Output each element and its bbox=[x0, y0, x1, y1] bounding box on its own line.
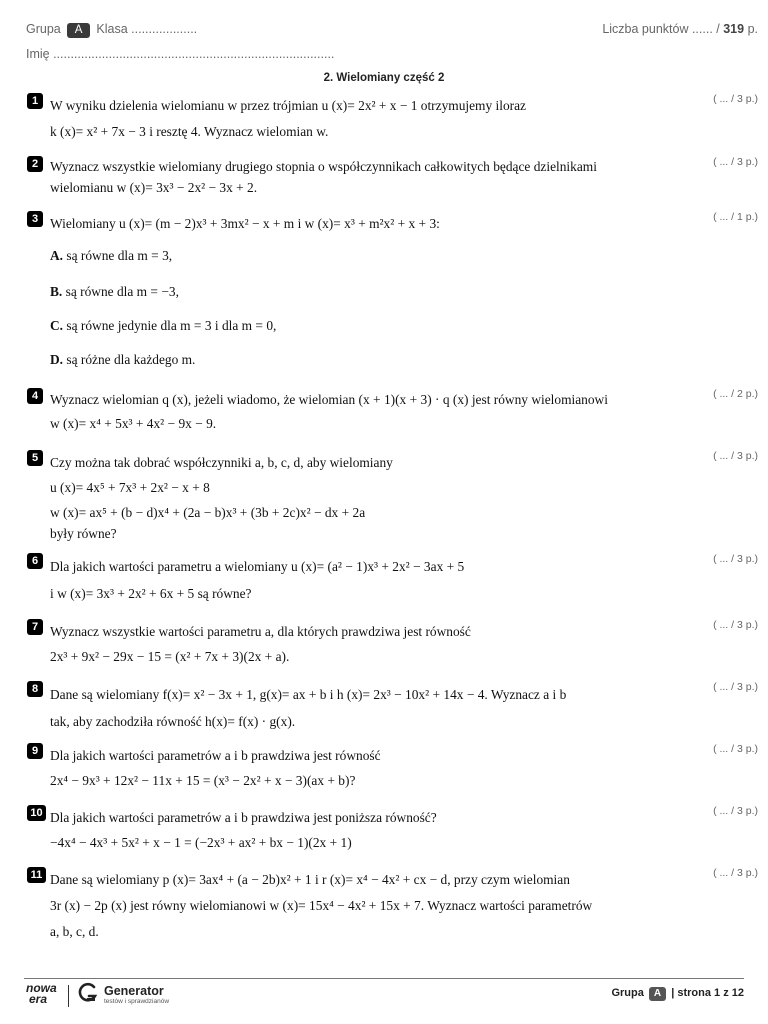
nowa-era-logo: nowa era bbox=[26, 981, 57, 1006]
name-line: Imię ................................................................................. bbox=[26, 47, 335, 61]
task-text-line: W wyniku dzielenia wielomianu w przez trójmian u (x)= 2x² + x − 1 otrzymujemy iloraz bbox=[50, 98, 526, 113]
generator-logo-text: Generator bbox=[104, 984, 164, 998]
task-2 bbox=[27, 156, 758, 198]
group-badge: A bbox=[67, 23, 91, 38]
logo-divider bbox=[68, 985, 69, 1007]
task-number: 8 bbox=[27, 681, 43, 697]
page-footer bbox=[24, 978, 744, 1019]
task-points: ( ... / 3 p.) bbox=[713, 619, 758, 631]
points-total bbox=[602, 22, 758, 36]
task-9 bbox=[27, 743, 758, 793]
answer-option-b: B. są równe dla m = −3, bbox=[50, 284, 179, 299]
answer-option-a: A. są równe dla m = 3, bbox=[50, 248, 173, 263]
task-text-line: i w (x)= 3x³ + 2x² + 6x + 5 są równe? bbox=[50, 586, 252, 601]
task-5 bbox=[27, 450, 758, 543]
task-10 bbox=[27, 805, 758, 855]
group-label: Grupa bbox=[26, 22, 61, 36]
class-label: Klasa ................... bbox=[96, 22, 198, 36]
task-number: 11 bbox=[27, 867, 46, 883]
task-8 bbox=[27, 681, 758, 735]
task-points: ( ... / 3 p.) bbox=[713, 681, 758, 693]
task-points: ( ... / 3 p.) bbox=[713, 450, 758, 462]
task-text-line: w (x)= ax⁵ + (b − d)x⁴ + (2a − b)x³ + (3b + 2c)x² − dx + 2a bbox=[50, 505, 366, 520]
page-title: 2. Wielomiany część 2 bbox=[323, 72, 445, 84]
task-text-line: Wyznacz wielomian q (x), jeżeli wiadomo, że wielomian (x + 1)(x + 3) · q (x) jest równy wielomianowi bbox=[50, 392, 608, 407]
task-points: ( ... / 1 p.) bbox=[713, 211, 758, 223]
task-number: 1 bbox=[27, 93, 43, 109]
task-11 bbox=[27, 867, 758, 945]
task-points: ( ... / 3 p.) bbox=[713, 867, 758, 879]
points-total-value: 319 bbox=[723, 22, 745, 36]
footer-group-badge: A bbox=[649, 987, 666, 1001]
task-7 bbox=[27, 619, 758, 669]
task-text-line: wielomianu w (x)= 3x³ − 2x² − 3x + 2. bbox=[50, 180, 258, 195]
points-unit: p. bbox=[747, 22, 758, 36]
task-points: ( ... / 3 p.) bbox=[713, 553, 758, 565]
task-1 bbox=[27, 93, 758, 145]
task-text-line: a, b, c, d. bbox=[50, 924, 99, 939]
task-number: 2 bbox=[27, 156, 43, 172]
task-text-line: były równe? bbox=[50, 526, 117, 541]
task-text-line: k (x)= x² + 7x − 3 i resztę 4. Wyznacz wielomian w. bbox=[50, 124, 329, 139]
task-number: 3 bbox=[27, 211, 43, 227]
task-text-line: 3r (x) − 2p (x) jest równy wielomianowi w (x)= 15x⁴ − 4x² + 15x + 7. Wyznacz wartości parametrów bbox=[50, 898, 593, 913]
task-text-line: Wyznacz wszystkie wartości parametru a, dla których prawdziwa jest równość bbox=[50, 624, 471, 639]
task-text-line: 2x⁴ − 9x³ + 12x² − 11x + 15 = (x³ − 2x² + x − 3)(ax + b)? bbox=[50, 773, 356, 788]
task-text-line: w (x)= x⁴ + 5x³ + 4x² − 9x − 9. bbox=[50, 416, 217, 431]
task-text-line: Dla jakich wartości parametrów a i b prawdziwa jest równość bbox=[50, 748, 381, 763]
answer-option-c: C. są równe jedynie dla m = 3 i dla m = 0, bbox=[50, 318, 277, 333]
task-number: 6 bbox=[27, 553, 43, 569]
task-number: 7 bbox=[27, 619, 43, 635]
task-text-line: Czy można tak dobrać współczynniki a, b, c, d, aby wielomiany bbox=[50, 455, 393, 470]
task-text-line: Dla jakich wartości parametru a wielomiany u (x)= (a² − 1)x³ + 2x² − 3ax + 5 bbox=[50, 559, 465, 574]
task-points: ( ... / 3 p.) bbox=[713, 93, 758, 105]
task-number: 5 bbox=[27, 450, 43, 466]
task-text-line: u (x)= 4x⁵ + 7x³ + 2x² − x + 8 bbox=[50, 480, 210, 495]
page-header bbox=[26, 22, 758, 62]
answer-option-d: D. są różne dla każdego m. bbox=[50, 352, 196, 367]
task-text-line: Dla jakich wartości parametrów a i b prawdziwa jest poniższa równość? bbox=[50, 810, 437, 825]
task-points: ( ... / 3 p.) bbox=[713, 805, 758, 817]
task-text-line: tak, aby zachodziła równość h(x)= f(x) · g(x). bbox=[50, 714, 296, 729]
generator-logo-subtitle: testów i sprawdzianów bbox=[104, 998, 170, 1005]
generator-logo-icon bbox=[78, 982, 98, 1004]
points-label: Liczba punktów ...... / bbox=[602, 22, 720, 36]
task-number: 9 bbox=[27, 743, 43, 759]
task-points: ( ... / 3 p.) bbox=[713, 743, 758, 755]
task-number: 10 bbox=[27, 805, 46, 821]
group-class-line bbox=[26, 22, 197, 38]
task-6 bbox=[27, 553, 758, 607]
task-text-line: Wyznacz wszystkie wielomiany drugiego stopnia o współczynnikach całkowitych będące dzielnikami bbox=[50, 159, 597, 174]
task-points: ( ... / 3 p.) bbox=[713, 156, 758, 168]
task-text-line: −4x⁴ − 4x³ + 5x² + x − 1 = (−2x³ + ax² + bx − 1)(2x + 1) bbox=[50, 835, 352, 850]
task-number: 4 bbox=[27, 388, 43, 404]
task-text-line: Dane są wielomiany p (x)= 3ax⁴ + (a − 2b)x² + 1 i r (x)= x⁴ − 4x² + cx − d, przy czym wielomian bbox=[50, 872, 570, 887]
task-text-line: 2x³ + 9x² − 29x − 15 = (x² + 7x + 3)(2x + a). bbox=[50, 649, 290, 664]
task-points: ( ... / 2 p.) bbox=[713, 388, 758, 400]
task-text-line: Dane są wielomiany f(x)= x² − 3x + 1, g(x)= ax + b i h (x)= 2x³ − 10x² + 14x − 4. Wyznacz a i b bbox=[50, 687, 567, 702]
page-indicator: Grupa A | strona 1 z 12 bbox=[611, 987, 744, 999]
task-3 bbox=[27, 211, 758, 373]
task-4 bbox=[27, 388, 758, 436]
task-text-line: Wielomiany u (x)= (m − 2)x³ + 3mx² − x + m i w (x)= x³ + m²x² + x + 3: bbox=[50, 216, 440, 231]
